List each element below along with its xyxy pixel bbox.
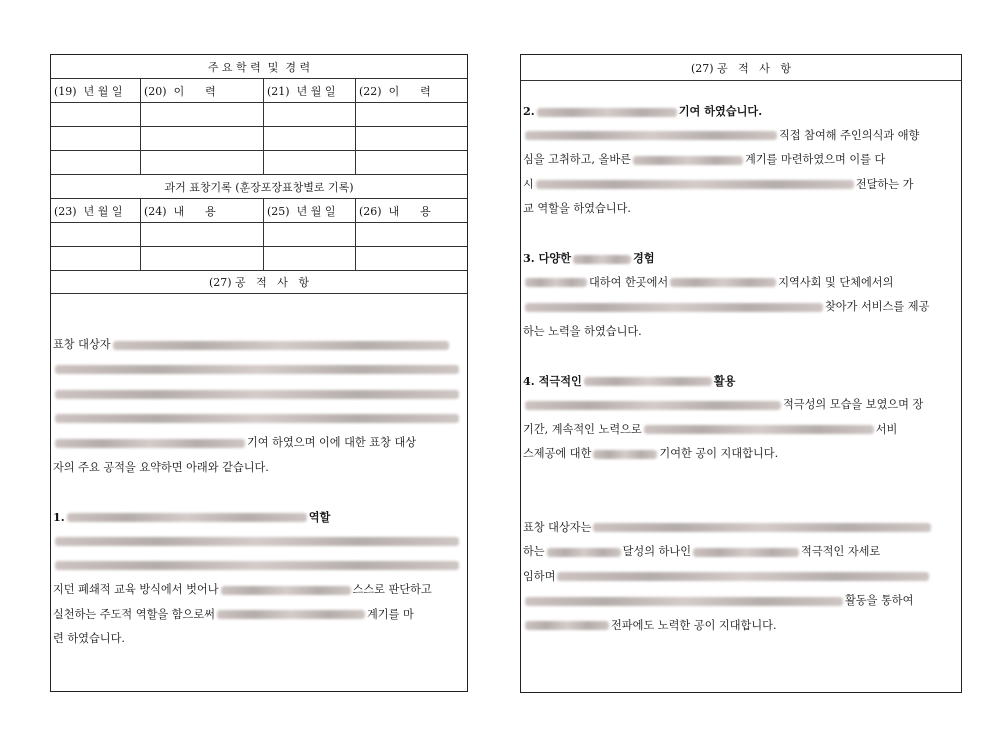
closing-text: 표창 대상자는 <box>523 520 592 534</box>
section-4-text: 서비 <box>875 422 898 436</box>
section-2-text: 교 역할을 하였습니다. <box>523 202 631 215</box>
redacted-text <box>55 439 245 448</box>
redacted-text <box>525 401 781 410</box>
merit-body-right <box>523 99 959 638</box>
career-empty-row <box>51 151 467 175</box>
section-2-number: 2. <box>523 104 535 118</box>
redacted-text <box>670 278 776 287</box>
section-2-text: 계기를 마련하였으며 이를 다 <box>744 153 886 166</box>
section-2-text: 전달하는 가 <box>855 177 914 191</box>
merit-title-row <box>51 271 467 294</box>
redacted-text <box>217 610 365 619</box>
closing-text: 달성의 하나인 <box>622 545 692 558</box>
award-content-header-2: (26) 내 용 <box>359 204 431 218</box>
award-date-header: (23) 년 월 일 <box>51 199 141 222</box>
redacted-text <box>221 586 351 595</box>
table-cell[interactable] <box>264 127 356 150</box>
redacted-text <box>573 255 631 264</box>
section-1-text: 스스로 판단하고 <box>352 583 432 596</box>
table-cell[interactable] <box>356 247 467 270</box>
table-cell[interactable] <box>51 151 141 174</box>
redacted-text <box>525 597 843 606</box>
table-cell[interactable] <box>51 127 141 150</box>
section-4-text: 기간, 계속적인 노력으로 <box>523 422 642 436</box>
section-2-text: 심을 고취하고, 올바른 <box>523 153 631 166</box>
redacted-text <box>593 450 657 459</box>
redacted-text <box>525 278 587 287</box>
redacted-text <box>557 572 929 581</box>
table-cell[interactable] <box>141 151 264 174</box>
section-3-text: 대하여 한곳에서 <box>589 275 669 289</box>
section-1-number: 1. <box>53 509 65 524</box>
merit-section-title: (27) 공 적 사 항 <box>208 276 310 289</box>
intro-end-text: 기여 하였으며 이에 대한 표창 대상 <box>247 436 417 449</box>
section-1-text: 실천하는 주도적 역할을 함으로써 <box>53 607 215 621</box>
career-empty-row <box>51 127 467 151</box>
redacted-text <box>55 414 459 423</box>
table-cell[interactable] <box>51 223 141 246</box>
section-1-text: 지던 폐쇄적 교육 방식에서 벗어나 <box>53 583 219 596</box>
table-cell[interactable] <box>356 103 467 126</box>
career-history-header-2: (22) 이 력 <box>359 84 431 98</box>
section-1-heading-end: 역할 <box>308 509 331 524</box>
career-date-header-2: (21) 년 월 일 <box>264 79 356 102</box>
redacted-text <box>525 131 777 140</box>
merit-title-row <box>521 55 961 81</box>
section-4-text: 기여한 공이 지대합니다. <box>659 447 779 460</box>
table-cell[interactable] <box>356 127 467 150</box>
career-section-title: 주 요 학 력 및 경 력 <box>207 60 311 74</box>
section-4-text: 적극성의 모습을 보였으며 장 <box>783 398 924 411</box>
table-cell[interactable] <box>264 103 356 126</box>
section-3-text: 하는 노력을 하였습니다. <box>523 324 642 338</box>
section-2-text: 시 <box>523 177 534 191</box>
career-empty-row <box>51 103 467 127</box>
redacted-text <box>593 523 931 532</box>
redacted-text <box>55 390 459 399</box>
closing-text: 하는 <box>523 545 545 558</box>
section-3-heading-start: 3. 다양한 <box>523 251 571 265</box>
table-cell[interactable] <box>264 151 356 174</box>
table-cell[interactable] <box>141 247 264 270</box>
table-cell[interactable] <box>141 127 264 150</box>
redacted-text <box>693 548 799 557</box>
redacted-text <box>536 180 854 189</box>
redacted-text <box>55 537 459 546</box>
intro-start-text: 표창 대상자 <box>53 338 111 351</box>
right-form-page <box>520 54 962 693</box>
table-cell[interactable] <box>141 223 264 246</box>
award-section-title: 과거 표창기록 (훈장포장표창별로 기록) <box>164 180 354 194</box>
award-header-row <box>51 199 467 223</box>
section-4-text: 스제공에 대한 <box>523 447 592 460</box>
redacted-text <box>525 303 823 312</box>
award-title-row <box>51 175 467 199</box>
table-cell[interactable] <box>51 103 141 126</box>
closing-text: 임하며 <box>523 569 556 583</box>
left-form-page <box>50 54 468 692</box>
redacted-text <box>55 365 459 374</box>
section-4-heading-start: 4. 적극적인 <box>523 373 582 388</box>
merit-section-title: (27) 공 적 사 항 <box>690 61 792 75</box>
award-empty-row <box>51 223 467 247</box>
redacted-text <box>55 561 459 570</box>
intro-summary-text: 자의 주요 공적을 요약하면 아래와 같습니다. <box>53 460 269 474</box>
redacted-text <box>67 513 307 522</box>
redacted-text <box>547 548 621 557</box>
table-cell[interactable] <box>141 103 264 126</box>
career-history-header: (20) 이 력 <box>141 79 264 102</box>
section-3-heading-end: 경험 <box>633 251 655 265</box>
section-1-text: 계기를 마 <box>366 607 414 621</box>
closing-text: 적극적인 자세로 <box>801 545 881 558</box>
redacted-text <box>525 621 609 630</box>
career-date-header: (19) 년 월 일 <box>51 79 141 102</box>
table-cell[interactable] <box>356 151 467 174</box>
closing-text: 전파에도 노력한 공이 지대합니다. <box>611 618 777 632</box>
award-empty-row <box>51 247 467 271</box>
redacted-text <box>633 156 743 165</box>
redacted-text <box>113 341 449 350</box>
redacted-text <box>644 425 874 434</box>
award-date-header-2: (25) 년 월 일 <box>264 199 356 222</box>
section-2-heading-end: 기여 하였습니다. <box>678 104 763 118</box>
section-3-text: 지역사회 및 단체에서의 <box>778 275 894 289</box>
section-4-heading-end: 활용 <box>713 373 736 388</box>
section-1-text: 련 하였습니다. <box>53 632 125 645</box>
redacted-text <box>537 108 677 117</box>
merit-body-left <box>53 333 465 652</box>
table-cell[interactable] <box>264 223 356 246</box>
career-header-row <box>51 79 467 103</box>
table-cell[interactable] <box>264 247 356 270</box>
redacted-text <box>584 377 712 386</box>
closing-text: 활동을 통하여 <box>845 594 914 607</box>
award-content-header: (24) 내 용 <box>141 199 264 222</box>
section-3-text: 찾아가 서비스를 제공 <box>825 300 930 313</box>
career-title-row <box>51 55 467 79</box>
table-cell[interactable] <box>51 247 141 270</box>
table-cell[interactable] <box>356 223 467 246</box>
section-2-text: 직접 참여해 주인의식과 애향 <box>779 128 920 142</box>
